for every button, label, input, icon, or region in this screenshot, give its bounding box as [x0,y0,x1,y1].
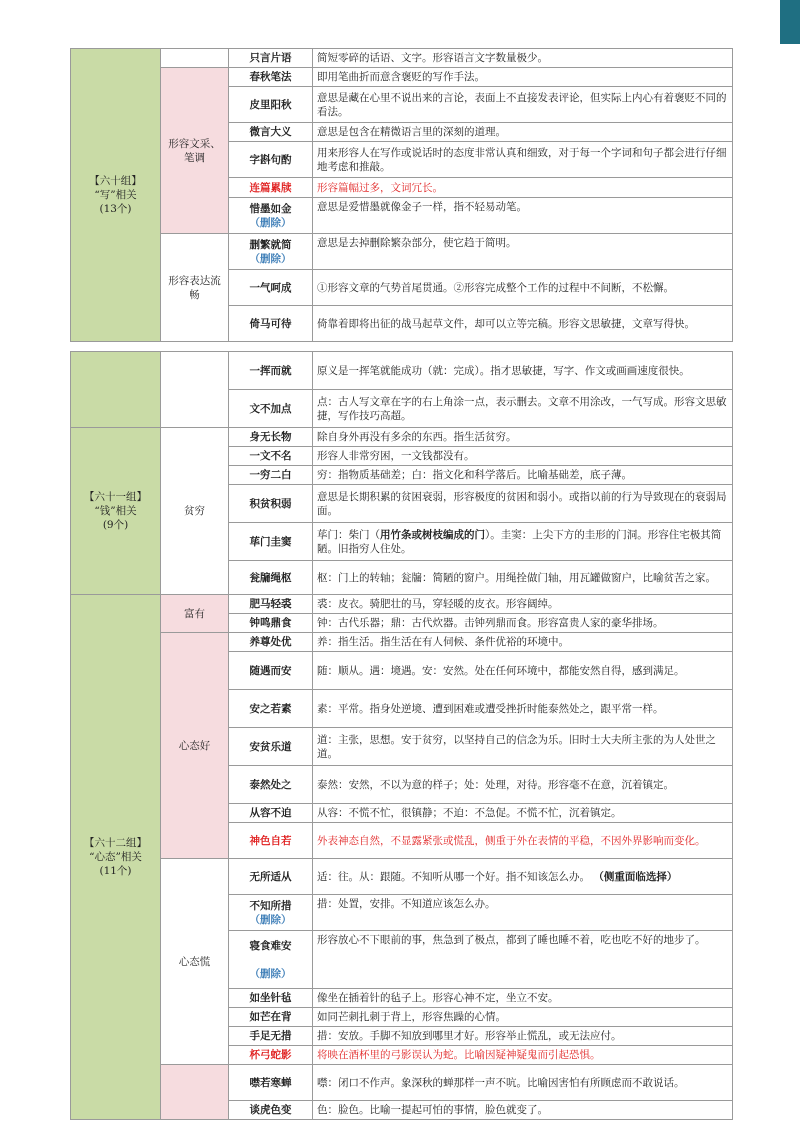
idiom-term: 一文不名 [229,447,313,466]
idiom-definition: 意思是爱惜墨就像金子一样，指不轻易动笔。 [313,198,733,234]
idiom-definition: 将映在酒杯里的弓影误认为蛇。比喻因疑神疑鬼而引起恐惧。 [313,1046,733,1065]
idiom-term: 随遇而安 [229,652,313,690]
idiom-definition: 外表神态自然，不显露紧张或慌乱，侧重于外在表情的平稳，不因外界影响而变化。 [313,823,733,859]
idiom-term: 钟鸣鼎食 [229,614,313,633]
idiom-definition: 形容放心不下眼前的事，焦急到了极点，都到了睡也睡不着，吃也吃不好的地步了。 [313,931,733,989]
idiom-definition: 形容人非常穷困，一文钱都没有。 [313,447,733,466]
idiom-definition: 道：主张，思想。安于贫穷，以坚持自己的信念为乐。旧时士大夫所主张的为人处世之道。 [313,728,733,766]
idiom-definition: 噤：闭口不作声。象深秋的蝉那样一声不吭。比喻因害怕有所顾虑而不敢说话。 [313,1065,733,1101]
subcat-empty [161,352,229,428]
idiom-definition [313,859,733,895]
group-count: (9个) [102,519,129,531]
group-title: 【六十一组】 [84,491,147,503]
subcat-empty [161,1065,229,1120]
idiom-term [229,234,313,270]
group-count: (13个) [99,203,132,215]
idiom-definition: 泰然：安然，不以为意的样子；处：处理，对待。形容毫不在意，沉着镇定。 [313,766,733,804]
idiom-term: 从容不迫 [229,804,313,823]
group-60-header [71,49,161,342]
group-62-header [71,595,161,1120]
idiom-definition: 裘：皮衣。骑肥壮的马，穿轻暖的皮衣。形容阔绰。 [313,595,733,614]
idiom-definition: 点：古人写文章在字的右上角涂一点，表示删去。文章不用涂改，一气写成。形容文思敏捷，写作技巧高超。 [313,390,733,428]
idiom-term: 只言片语 [229,49,313,68]
subcat-rich: 富有 [161,595,229,633]
idiom-definition: 养：指生活。指生活在有人伺候、条件优裕的环境中。 [313,633,733,652]
idiom-term [229,895,313,931]
definition-part: 荜门：柴门（ [317,528,380,541]
idiom-definition: 意思是去掉删除繁杂部分，使它趋于简明。 [313,234,733,270]
idiom-term: 瓮牖绳枢 [229,561,313,595]
group-61-header [71,428,161,595]
idiom-term: 养尊处优 [229,633,313,652]
idiom-term: 一穷二白 [229,466,313,485]
idiom-definition: 意思是包含在精微语言里的深刻的道理。 [313,123,733,142]
idiom-definition: ①形容文章的气势首尾贯通。②形容完成整个工作的过程中不间断，不松懈。 [313,270,733,306]
idiom-definition: 钟：古代乐器；鼎：古代炊器。击钟列鼎而食。形容富贵人家的豪华排场。 [313,614,733,633]
side-tab [780,0,800,44]
idiom-term: 如坐针毡 [229,989,313,1008]
idiom-definition: 形容篇幅过多，文词冗长。 [313,178,733,198]
idiom-term: 杯弓蛇影 [229,1046,313,1065]
group-count: (11个) [99,865,132,877]
idiom-term: 一气呵成 [229,270,313,306]
idiom-definition: 像坐在插着针的毡子上。形容心神不定，坐立不安。 [313,989,733,1008]
idiom-term: 手足无措 [229,1027,313,1046]
vocab-table-1 [70,48,733,342]
delete-note: （删除） [249,216,292,229]
group-continued [71,352,161,428]
idiom-term: 积贫积弱 [229,485,313,523]
idiom-definition: 意思是藏在心里不说出来的言论，表面上不直接发表评论，但实际上内心有着褒贬不同的看法。 [313,87,733,123]
idiom-definition: 除自身外再没有多余的东西。指生活贫穷。 [313,428,733,447]
idiom-term: 噤若寒蝉 [229,1065,313,1101]
definition-emphasis: （侧重面临选择） [593,870,678,883]
idiom-term: 荜门圭窦 [229,523,313,561]
delete-note: （删除） [249,967,292,980]
idiom-term: 一挥而就 [229,352,313,390]
idiom-definition: 措：安放。手脚不知放到哪里才好。形容举止慌乱，或无法应付。 [313,1027,733,1046]
idiom-term: 谈虎色变 [229,1101,313,1120]
idiom-term: 肥马轻裘 [229,595,313,614]
idiom-term: 无所适从 [229,859,313,895]
delete-note: （删除） [249,252,292,265]
idiom-definition: 从容：不慌不忙，很镇静；不迫：不急促。不慌不忙，沉着镇定。 [313,804,733,823]
idiom-definition: 简短零碎的话语、文字。形容语言文字数量极少。 [313,49,733,68]
idiom-term [229,198,313,234]
idiom-definition: 穷：指物质基础差；白：指文化和科学落后。比喻基础差，底子薄。 [313,466,733,485]
idiom-definition: 如同芒刺扎刺于背上，形容焦躁的心情。 [313,1008,733,1027]
subcat-panic: 心态慌 [161,859,229,1065]
idiom-term: 微言大义 [229,123,313,142]
idiom-term [229,931,313,989]
delete-note: （删除） [249,913,292,926]
idiom-definition: 意思是长期积累的贫困衰弱，形容极度的贫困和弱小。或指以前的行为导致现在的衰弱局面。 [313,485,733,523]
subcat-empty [161,49,229,68]
idiom-term: 字斟句酌 [229,142,313,178]
definition-part: ）。圭窦：上尖下方的圭形的门洞。形容住宅极其简陋。旧指穷人住处。 [317,528,722,555]
group-subtitle: “钱”相关 [94,505,137,517]
idiom-definition: 原义是一挥笔就能成功（就：完成）。指才思敏捷，写字、作文或画画速度很快。 [313,352,733,390]
idiom-term: 倚马可待 [229,306,313,342]
subcat-poor: 贫穷 [161,428,229,595]
idiom-term: 神色自若 [229,823,313,859]
idiom-definition: 倚靠着即将出征的战马起草文件，却可以立等完稿。形容文思敏捷，文章写得快。 [313,306,733,342]
idiom-term-text: 惜墨如金 [249,202,292,215]
idiom-term: 春秋笔法 [229,68,313,87]
idiom-definition [313,523,733,561]
idiom-definition: 即用笔曲折而意含褒贬的写作手法。 [313,68,733,87]
idiom-definition: 随：顺从。遇：境遇。安：安然。处在任何环境中，都能安然自得，感到满足。 [313,652,733,690]
idiom-term: 连篇累牍 [229,178,313,198]
idiom-term: 泰然处之 [229,766,313,804]
idiom-definition: 素：平常。指身处逆境、遭到困难或遭受挫折时能泰然处之，跟平常一样。 [313,690,733,728]
definition-emphasis: 用竹条或树枝编成的门 [380,528,485,541]
idiom-definition: 枢：门上的转轴；瓮牖：简陋的窗户。用绳拴做门轴，用瓦罐做窗户，比喻贫苦之家。 [313,561,733,595]
group-title: 【六十二组】 [84,837,147,849]
idiom-term: 安贫乐道 [229,728,313,766]
definition-part: 适：往。从：跟随。不知听从哪一个好。指不知该怎么办。 [317,870,594,883]
idiom-term-text: 不知所措 [249,899,292,912]
group-subtitle: “写”相关 [94,189,137,201]
idiom-definition: 措：处置，安排。不知道应该怎么办。 [313,895,733,931]
idiom-term-text: 寝食难安 [249,939,292,952]
subcat-style: 形容文采、笔调 [161,68,229,234]
subcat-good-attitude: 心态好 [161,633,229,859]
idiom-term: 安之若素 [229,690,313,728]
idiom-definition: 色：脸色。比喻一提起可怕的事情，脸色就变了。 [313,1101,733,1120]
group-title: 【六十组】 [89,175,142,187]
group-subtitle: “心态”相关 [89,851,142,863]
idiom-term: 皮里阳秋 [229,87,313,123]
idiom-term: 身无长物 [229,428,313,447]
subcat-fluent: 形容表达流畅 [161,234,229,342]
idiom-definition: 用来形容人在写作或说话时的态度非常认真和细致，对于每一个字词和句子都会进行仔细地考虑和推敲。 [313,142,733,178]
idiom-term: 文不加点 [229,390,313,428]
vocab-table-2 [70,351,733,1120]
idiom-term-text: 删繁就简 [249,238,292,251]
idiom-term: 如芒在背 [229,1008,313,1027]
